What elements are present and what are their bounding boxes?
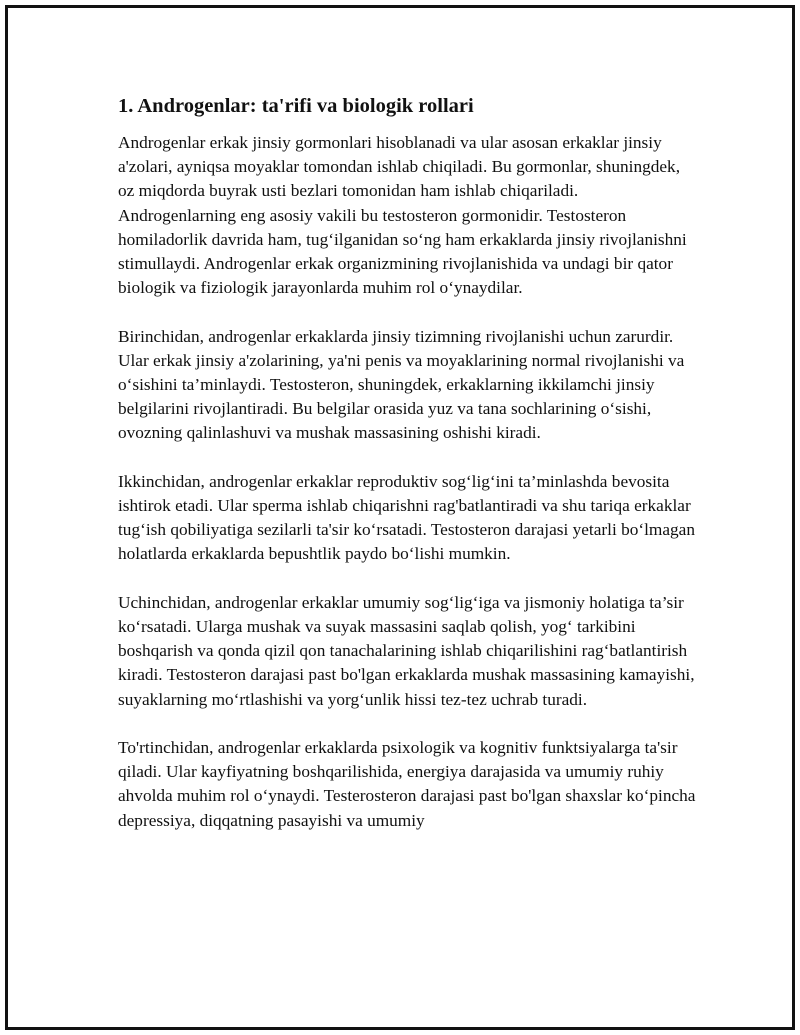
- paragraph-third-point: Uchinchidan, androgenlar erkaklar umumiy sog‘lig‘iga va jismoniy holatiga ta’sir ko‘rsatadi. Ularga mushak va suyak massasini saqlab qolish, yog‘ tarkibini boshqarish va qonda qizil qon tanachalarining ishlab chiqarilishini rag‘batlantirish kiradi. Testosteron darajasi past bo'lgan erkaklarda mushak massasining kamayishi, suyaklarning mo‘rtlashishi va yorg‘unlik hissi tez-tez uchrab turadi.: [118, 592, 695, 709]
- section-heading: 1. Androgenlar: ta'rifi va biologik rollari: [118, 95, 474, 117]
- paragraph-first-point: Birinchidan, androgenlar erkaklarda jinsiy tizimning rivojlanishi uchun zarurdir. Ular erkak jinsiy a'zolarining, ya'ni penis va moyaklarining normal rivojlanishi va o‘sishini ta’minlaydi. Testosteron, shuningdek, erkaklarning ikkilamchi jinsiy belgilarini rivojlantiradi. Bu belgilar orasida yuz va tana sochlarining o‘sishi, ovozning qalinlashuvi va mushak massasining oshishi kiradi.: [118, 326, 685, 443]
- paragraph-fourth-point: To'rtinchidan, androgenlar erkaklarda psixologik va kognitiv funktsiyalarga ta'sir qiladi. Ular kayfiyatning boshqarilishida, energiya darajasida va umumiy ruhiy ahvolda muhim rol o‘ynaydi. Testerosteron darajasi past bo'lgan shaxslar ko‘pincha depressiya, diqqatning pasayishi va umumiy: [118, 738, 696, 830]
- paragraph-second-point: Ikkinchidan, androgenlar erkaklar reproduktiv sog‘lig‘ini ta’minlashda bevosita ishtirok etadi. Ular sperma ishlab chiqarishni rag'batlantiradi va shu tariqa erkaklar tug‘ish qobiliyatiga sezilarli ta'sir ko‘rsatadi. Testosteron darajasi yetarli bo‘lmagan holatlarda erkaklarda bepushtlik paydo bo‘lishi mumkin.: [118, 471, 695, 564]
- paragraph-intro: Androgenlar erkak jinsiy gormonlari hisoblanadi va ular asosan erkaklar jinsiy a'zolari, ayniqsa moyaklar tomondan ishlab chiqiladi. Bu gormonlar, shuningdek, oz miqdorda buyrak usti bezlari tomonidan ham ishlab chiqariladi. Androgenlarning eng asosiy vakili bu testosteron gormonidir. Testosteron homiladorlik davrida ham, tug‘ilganidan so‘ng ham erkaklarda jinsiy rivojlanishni stimullaydi. Androgenlar erkak organizmining rivojlanishida va undagi bir qator biologik va fiziologik jarayonlarda muhim rol o‘ynaydilar.: [118, 133, 687, 298]
- document-body: [118, 92, 698, 857]
